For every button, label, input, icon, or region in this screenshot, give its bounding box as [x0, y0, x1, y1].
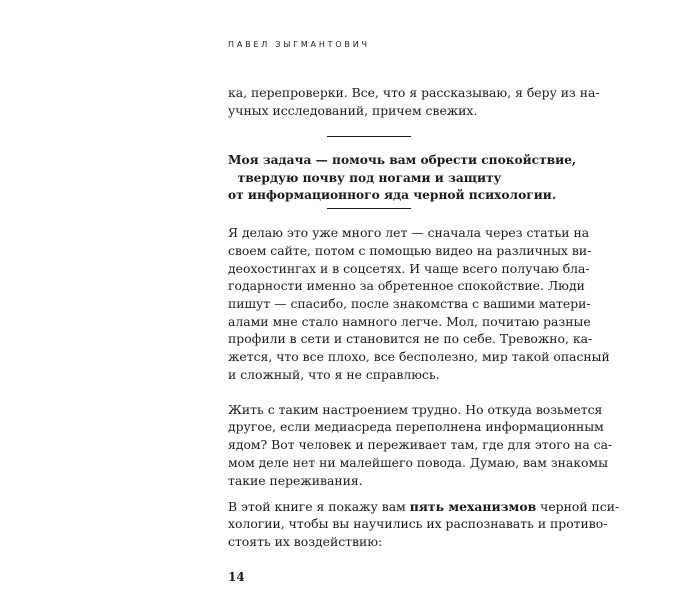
paragraph-2-line-3: ядом? Вот человек и переживает там, где для этого на са-: [228, 437, 613, 452]
paragraph-1-line-4: годарности именно за обретенное спокойствие. Люди: [228, 278, 585, 293]
paragraph-1-line-9: и сложный, что я не справлюсь.: [228, 367, 440, 382]
pull-quote-bottom-rule: [327, 208, 411, 209]
paragraph-1-line-3: деохостингах и в соцсетях. И чаще всего получаю бла-: [228, 261, 590, 276]
paragraph-3-line-1-start: В этой книге я покажу вам: [228, 499, 410, 514]
pull-quote-line-3: от информационного яда черной психологии.: [228, 188, 557, 202]
paragraph-1-line-2: своем сайте, потом с помощью видео на различных ви-: [228, 243, 592, 258]
paragraph-2-line-4: мом деле нет ни малейшего повода. Думаю, вам знакомы: [228, 455, 608, 470]
paragraph-1-line-7: профили в сети и становится не по себе. Тревожно, ка-: [228, 331, 593, 346]
running-head-author: ПАВЕЛ ЗЫГМАНТОВИЧ: [228, 40, 370, 49]
intro-line-1: ка, перепроверки. Все, что я рассказываю, я беру из на-: [228, 85, 600, 100]
pull-quote-top-rule: [327, 136, 411, 137]
paragraph-3-line-1: [228, 500, 619, 514]
pull-quote-line-2: твердую почву под ногами и защиту: [237, 171, 502, 185]
paragraph-1-line-6: алами мне стало намного легче. Мол, почитаю разные: [228, 314, 591, 329]
pull-quote-line-1: Моя задача — помочь вам обрести спокойствие,: [228, 153, 577, 167]
paragraph-1-line-8: жется, что все плохо, все бесполезно, мир такой опасный: [228, 349, 610, 364]
paragraph-3-line-3: стоять их воздействию:: [228, 534, 383, 549]
intro-line-2: учных исследований, причем свежих.: [228, 103, 478, 118]
paragraph-2-line-1: Жить с таким настроением трудно. Но откуда возьмется: [228, 402, 603, 417]
paragraph-3-line-1-end: черной пси-: [536, 499, 620, 514]
paragraph-1-line-1: Я делаю это уже много лет — сначала через статьи на: [228, 225, 590, 240]
paragraph-3-line-2: хологии, чтобы вы научились их распознавать и противо-: [228, 516, 608, 531]
page-number: 14: [228, 570, 245, 584]
paragraph-3-bold-phrase: пять механизмов: [409, 499, 537, 514]
paragraph-1-line-5: пишут — спасибо, после знакомства с вашими матери-: [228, 296, 591, 311]
paragraph-2-line-5: такие переживания.: [228, 473, 363, 488]
paragraph-2-line-2: другое, если медиасреда переполнена информационным: [228, 419, 604, 434]
